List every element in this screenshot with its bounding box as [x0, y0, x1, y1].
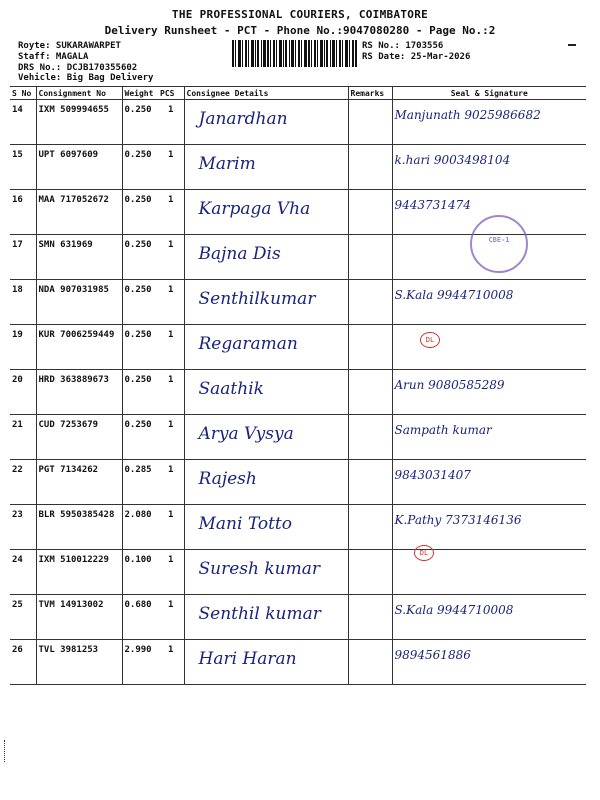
cell-pcs: 1 [158, 640, 184, 685]
cell-consignee: Mani Totto [184, 505, 348, 550]
cell-consignment: SMN 631969 [36, 235, 122, 280]
col-remarks: Remarks [348, 87, 392, 100]
cell-pcs: 1 [158, 595, 184, 640]
cell-signature: 9443731474 [392, 190, 586, 235]
cell-signature: Manjunath 9025986682 [392, 100, 586, 145]
cell-remarks [348, 460, 392, 505]
cell-signature: 9843031407 [392, 460, 586, 505]
table-row [10, 415, 586, 460]
dl-sticker: DL [420, 332, 440, 348]
cell-consignment: PGT 7134262 [36, 460, 122, 505]
cell-remarks [348, 190, 392, 235]
cell-pcs: 1 [158, 550, 184, 595]
col-consignment: Consignment No [36, 87, 122, 100]
cell-consignment: UPT 6097609 [36, 145, 122, 190]
cell-signature: S.Kala 9944710008 [392, 595, 586, 640]
cell-pcs: 1 [158, 370, 184, 415]
cell-consignee: Rajesh [184, 460, 348, 505]
office-seal [470, 215, 528, 273]
cell-remarks [348, 235, 392, 280]
cell-weight: 2.990 [122, 640, 158, 685]
cell-consignee: Senthil kumar [184, 595, 348, 640]
cell-signature: 9894561886 [392, 640, 586, 685]
cell-sno: 22 [10, 460, 36, 505]
cell-consignment: TVM 14913002 [36, 595, 122, 640]
cell-weight: 0.285 [122, 460, 158, 505]
cell-consignee: Saathik [184, 370, 348, 415]
cell-sno: 23 [10, 505, 36, 550]
table-row [10, 145, 586, 190]
drs-label: DRS No.: DCJB170355602 [18, 63, 138, 73]
cell-weight: 0.250 [122, 325, 158, 370]
cell-pcs: 1 [158, 460, 184, 505]
col-sno: S No [10, 87, 36, 100]
cell-consignee: Suresh kumar [184, 550, 348, 595]
table-row [10, 595, 586, 640]
margin-marks [4, 740, 8, 762]
cell-remarks [348, 640, 392, 685]
cell-consignment: MAA 717052672 [36, 190, 122, 235]
cell-weight: 0.250 [122, 280, 158, 325]
cell-remarks [348, 280, 392, 325]
cell-consignee: Senthilkumar [184, 280, 348, 325]
cell-consignment: HRD 363889673 [36, 370, 122, 415]
cell-sno: 24 [10, 550, 36, 595]
cell-pcs: 1 [158, 190, 184, 235]
cell-consignment: BLR 5950385428 [36, 505, 122, 550]
col-weight: Weight [122, 87, 158, 100]
col-pcs: PCS [158, 87, 184, 100]
cell-sno: 19 [10, 325, 36, 370]
cell-weight: 0.250 [122, 235, 158, 280]
cell-remarks [348, 325, 392, 370]
cell-remarks [348, 370, 392, 415]
cell-weight: 0.250 [122, 415, 158, 460]
seal-text: CBE-1 [488, 236, 510, 244]
cell-consignee: Hari Haran [184, 640, 348, 685]
cell-consignment: CUD 7253679 [36, 415, 122, 460]
cell-consignee: Bajna Dis [184, 235, 348, 280]
cell-consignee: Regaraman [184, 325, 348, 370]
cell-signature [392, 325, 586, 370]
cell-sno: 17 [10, 235, 36, 280]
cell-consignment: IXM 509994655 [36, 100, 122, 145]
rs-number: RS No.: 1703556 [362, 41, 444, 51]
cell-remarks [348, 595, 392, 640]
cell-signature: K.Pathy 7373146136 [392, 505, 586, 550]
cell-signature: S.Kala 9944710008 [392, 280, 586, 325]
table-row [10, 280, 586, 325]
cell-pcs: 1 [158, 325, 184, 370]
table-row [10, 460, 586, 505]
cell-sno: 21 [10, 415, 36, 460]
cell-weight: 0.680 [122, 595, 158, 640]
cell-signature: Arun 9080585289 [392, 370, 586, 415]
route-label: Royte: SUKARAWARPET [18, 41, 121, 51]
cell-weight: 0.250 [122, 145, 158, 190]
cell-consignee: Karpaga Vha [184, 190, 348, 235]
cell-sno: 26 [10, 640, 36, 685]
cell-pcs: 1 [158, 415, 184, 460]
table-row [10, 640, 586, 685]
dl-sticker: DL [414, 545, 434, 561]
table-row [10, 505, 586, 550]
cell-consignment: IXM 510012229 [36, 550, 122, 595]
runsheet-table [10, 86, 586, 685]
table-row [10, 100, 586, 145]
corner-mark [568, 44, 576, 46]
cell-consignee: Arya Vysya [184, 415, 348, 460]
cell-sno: 25 [10, 595, 36, 640]
cell-remarks [348, 505, 392, 550]
cell-sno: 14 [10, 100, 36, 145]
cell-consignment: NDA 907031985 [36, 280, 122, 325]
cell-weight: 0.250 [122, 370, 158, 415]
col-signature: Seal & Signature [392, 87, 586, 100]
cell-pcs: 1 [158, 100, 184, 145]
cell-remarks [348, 100, 392, 145]
cell-remarks [348, 415, 392, 460]
cell-sno: 16 [10, 190, 36, 235]
table-row [10, 325, 586, 370]
table-row [10, 550, 586, 595]
cell-weight: 2.080 [122, 505, 158, 550]
cell-weight: 0.250 [122, 190, 158, 235]
table-header-row [10, 87, 586, 100]
cell-consignee: Marim [184, 145, 348, 190]
cell-weight: 0.250 [122, 100, 158, 145]
cell-consignment: KUR 7006259449 [36, 325, 122, 370]
company-title: THE PROFESSIONAL COURIERS, COIMBATORE [171, 8, 429, 21]
cell-pcs: 1 [158, 505, 184, 550]
cell-signature: Sampath kumar [392, 415, 586, 460]
barcode-image [232, 40, 357, 67]
cell-pcs: 1 [158, 145, 184, 190]
cell-remarks [348, 550, 392, 595]
cell-consignment: TVL 3981253 [36, 640, 122, 685]
cell-signature: k.hari 9003498104 [392, 145, 586, 190]
cell-sno: 18 [10, 280, 36, 325]
cell-weight: 0.100 [122, 550, 158, 595]
cell-pcs: 1 [158, 280, 184, 325]
vehicle-label: Vehicle: Big Bag Delivery [18, 73, 154, 83]
cell-sno: 20 [10, 370, 36, 415]
cell-consignee: Janardhan [184, 100, 348, 145]
staff-label: Staff: MAGALA [18, 52, 89, 62]
table-row [10, 370, 586, 415]
cell-remarks [348, 145, 392, 190]
runsheet-subtitle: Delivery Runsheet - PCT - Phone No.:9047080280 - Page No.:2 [104, 24, 496, 37]
rs-date: RS Date: 25-Mar-2026 [362, 52, 471, 62]
cell-sno: 15 [10, 145, 36, 190]
col-consignee: Consignee Details [184, 87, 348, 100]
cell-pcs: 1 [158, 235, 184, 280]
